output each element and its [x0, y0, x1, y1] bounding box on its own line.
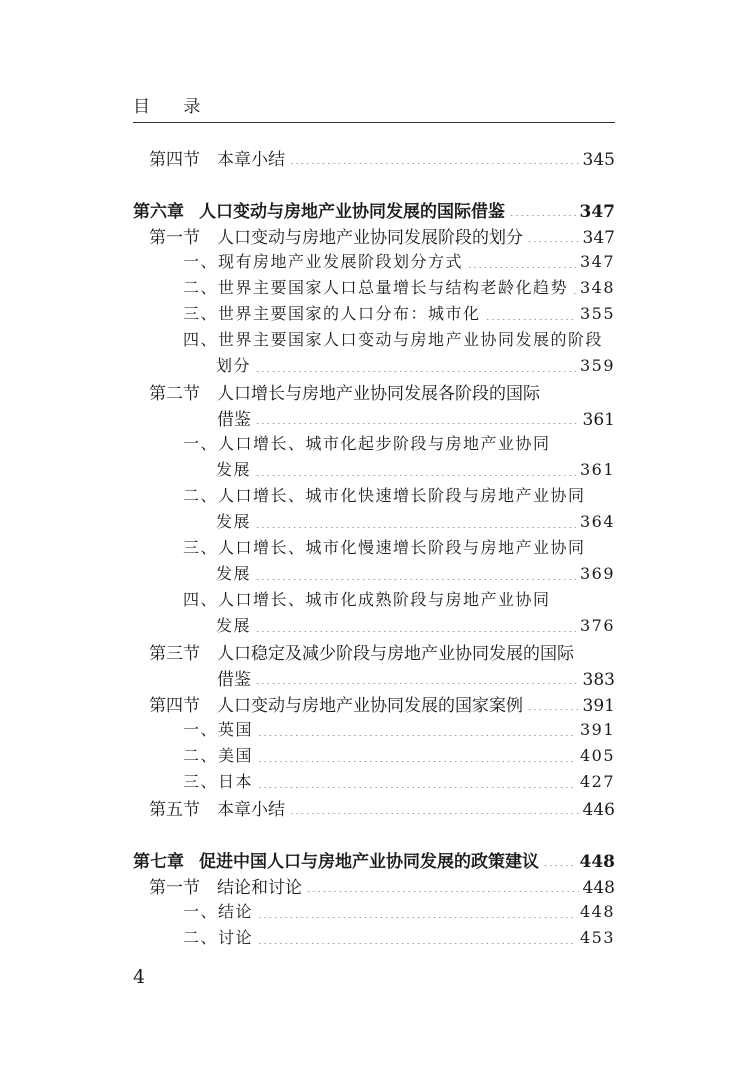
page-number: 405 [579, 746, 615, 765]
page-number: 383 [582, 670, 615, 690]
page-number: 391 [579, 720, 615, 739]
section-number: 第一节 [149, 228, 200, 248]
dot-leader [467, 267, 576, 268]
entry-title: 人口变动与房地产业协同发展的国际借鉴 [199, 202, 505, 222]
entry-title: 三、世界主要国家的人口分布：城市化 [183, 304, 481, 323]
dot-leader [485, 319, 576, 320]
entry-title: 发展 [216, 616, 252, 635]
entry-title: 借鉴 [217, 670, 251, 690]
dot-leader [257, 787, 576, 788]
toc-entry-subsection[interactable] [183, 249, 615, 275]
toc-entry-subsection-title[interactable]: 四、世界主要国家人口变动与房地产业协同发展的阶段 [183, 330, 604, 349]
dot-leader [257, 917, 576, 918]
page-number: 427 [579, 772, 615, 791]
page-number: 347 [582, 228, 615, 248]
toc-entry-subsection-title[interactable]: 二、人口增长、城市化快速增长阶段与房地产业协同 [183, 486, 586, 505]
dot-leader [289, 813, 579, 814]
entry-title: 一、结论 [183, 902, 254, 921]
page-number: 448 [579, 852, 615, 872]
page-number: 361 [579, 460, 615, 479]
toc-entry-section[interactable] [149, 639, 574, 665]
section-number: 第一节 [149, 878, 200, 898]
dot-leader [257, 735, 576, 736]
dot-leader [289, 163, 579, 164]
toc-entry-continuation[interactable] [217, 665, 615, 691]
toc-entry-continuation[interactable] [216, 457, 615, 483]
entry-title: 一、英国 [183, 720, 254, 739]
page-number: 359 [579, 356, 615, 375]
dot-leader [255, 631, 576, 632]
page-number: 345 [582, 150, 615, 170]
dot-leader [257, 761, 576, 762]
page-number: 369 [579, 564, 615, 583]
page-number: 348 [579, 278, 615, 297]
entry-title: 划分 [216, 356, 252, 375]
page-number: 391 [582, 696, 615, 716]
toc-entry-continuation[interactable] [217, 405, 615, 431]
entry-title: 一、现有房地产业发展阶段划分方式 [183, 252, 464, 271]
section-number: 第四节 [149, 696, 200, 716]
toc-entry-subsection[interactable] [183, 769, 615, 795]
dot-leader [257, 943, 576, 944]
page-number: 347 [579, 202, 615, 222]
entry-title: 发展 [216, 460, 252, 479]
toc-entry-subsection[interactable] [183, 925, 615, 951]
toc-entry-section[interactable] [149, 691, 615, 717]
toc-entry-subsection[interactable] [183, 743, 615, 769]
page-number: 376 [579, 616, 615, 635]
entry-title: 二、世界主要国家人口总量增长与结构老龄化趋势 [183, 278, 569, 297]
toc-entry-section[interactable] [149, 795, 615, 821]
dot-leader [255, 475, 576, 476]
section-number: 第四节 [149, 150, 200, 170]
page-number: 448 [582, 878, 615, 898]
toc-entry-subsection[interactable] [183, 717, 615, 743]
chapter-number: 第六章 [133, 202, 184, 222]
header-rule [133, 122, 615, 123]
entry-title: 人口变动与房地产业协同发展的国家案例 [217, 696, 523, 716]
entry-title: 人口变动与房地产业协同发展阶段的划分 [217, 228, 523, 248]
dot-leader [572, 293, 576, 294]
entry-title: 本章小结 [217, 800, 285, 820]
toc-entry-chapter[interactable] [133, 197, 615, 223]
page-number: 364 [579, 512, 615, 531]
dot-leader [527, 709, 579, 710]
entry-title: 人口稳定及减少阶段与房地产业协同发展的国际 [217, 644, 574, 664]
entry-title: 人口增长与房地产业协同发展各阶段的国际 [217, 384, 540, 404]
dot-leader [306, 891, 579, 892]
entry-title: 促进中国人口与房地产业协同发展的政策建议 [199, 852, 539, 872]
dot-leader [255, 423, 579, 424]
toc-entry-chapter[interactable] [133, 847, 615, 873]
dot-leader [255, 579, 576, 580]
toc-entry-section[interactable] [149, 379, 540, 405]
entry-title: 三、日本 [183, 772, 254, 791]
toc-entry-continuation[interactable] [216, 561, 615, 587]
chapter-number: 第七章 [133, 852, 184, 872]
toc-entry-section[interactable] [149, 873, 615, 899]
page-number: 448 [579, 902, 615, 921]
entry-title: 发展 [216, 564, 252, 583]
page-number: 347 [579, 252, 615, 271]
entry-title: 结论和讨论 [217, 878, 302, 898]
running-head-title: 目 录 [133, 97, 215, 117]
toc-entry-continuation[interactable] [216, 353, 615, 379]
toc-entry-subsection[interactable] [183, 301, 615, 327]
section-number: 第五节 [149, 800, 200, 820]
toc-entry-section[interactable] [149, 223, 615, 249]
toc-entry-subsection-title[interactable]: 一、人口增长、城市化起步阶段与房地产业协同 [183, 434, 551, 453]
toc-entry-continuation[interactable] [216, 613, 615, 639]
dot-leader [255, 527, 576, 528]
page-folio: 4 [133, 966, 146, 988]
entry-title: 本章小结 [217, 150, 285, 170]
toc-entry-continuation[interactable] [216, 509, 615, 535]
section-number: 第三节 [149, 644, 200, 664]
entry-title: 借鉴 [217, 410, 251, 430]
entry-title: 二、美国 [183, 746, 254, 765]
dot-leader [527, 241, 579, 242]
toc-entry-section[interactable] [149, 145, 615, 171]
dot-leader [255, 371, 576, 372]
entry-title: 发展 [216, 512, 252, 531]
toc-entry-subsection[interactable] [183, 899, 615, 925]
toc-entry-subsection-title[interactable]: 四、人口增长、城市化成熟阶段与房地产业协同 [183, 590, 551, 609]
dot-leader [255, 683, 579, 684]
section-number: 第二节 [149, 384, 200, 404]
page-number: 453 [579, 928, 615, 947]
dot-leader [509, 215, 576, 216]
toc-entry-subsection[interactable] [183, 275, 615, 301]
page-number: 355 [579, 304, 615, 323]
dot-leader [543, 865, 576, 866]
toc-entry-subsection-title[interactable]: 三、人口增长、城市化慢速增长阶段与房地产业协同 [183, 538, 586, 557]
page-number: 361 [582, 410, 615, 430]
page-number: 446 [582, 800, 615, 820]
entry-title: 二、讨论 [183, 928, 254, 947]
